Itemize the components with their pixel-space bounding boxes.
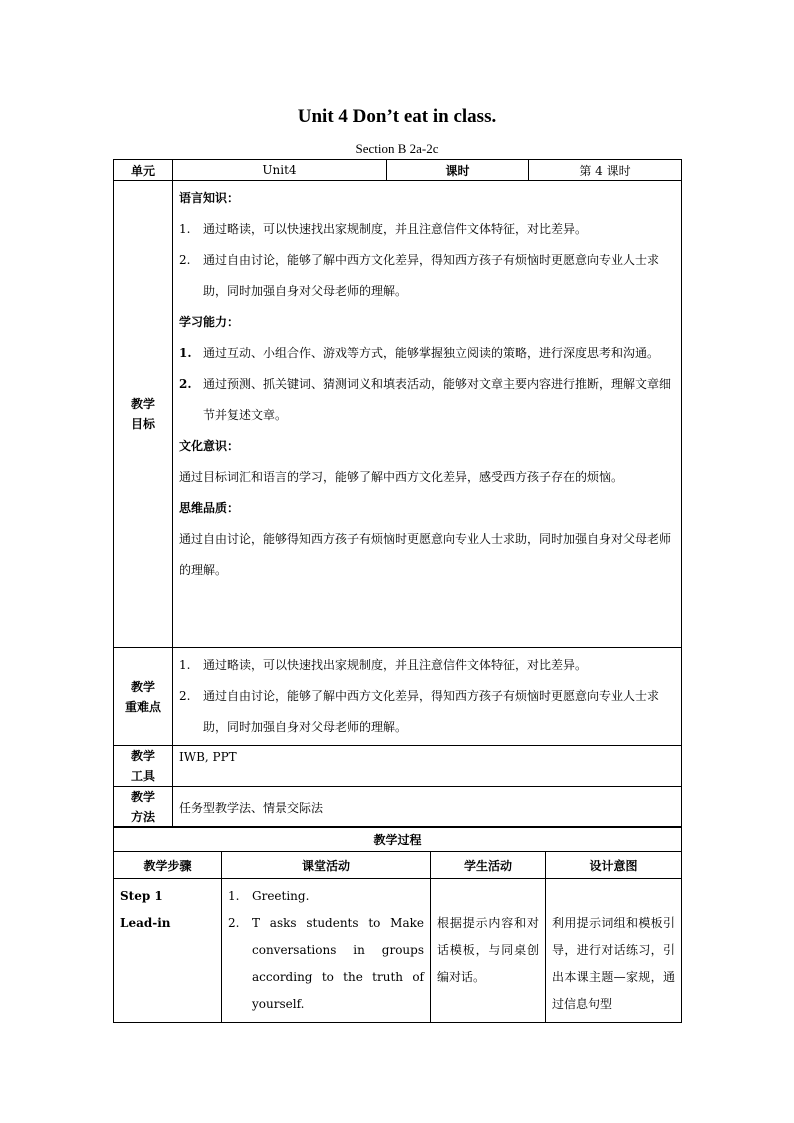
key-points-content bbox=[173, 648, 682, 746]
student-cell: 根据提示内容和对话模板，与同桌创编对话。 bbox=[431, 879, 546, 1023]
methods-label: 教学 方法 bbox=[114, 787, 173, 828]
column-header-intent: 设计意图 bbox=[546, 852, 682, 879]
lesson-info-table bbox=[113, 159, 682, 828]
list-item: 1. 通过略读，可以快速找出家规制度，并且注意信件文体特征，对比差异。 bbox=[179, 222, 588, 236]
column-header-student: 学生活动 bbox=[431, 852, 546, 879]
objectives-label bbox=[114, 181, 173, 648]
list-item: 1. Greeting. bbox=[228, 889, 310, 903]
unit-label: 单元 bbox=[114, 160, 173, 181]
tools-row bbox=[114, 746, 682, 787]
process-header-row bbox=[114, 852, 682, 879]
step-cell: Step 1 Lead-in bbox=[114, 879, 222, 1023]
process-title: 教学过程 bbox=[114, 827, 682, 852]
culture-text: 通过目标词汇和语言的学习，能够了解中西方文化差异，感受西方孩子存在的烦恼。 bbox=[179, 470, 624, 484]
ability-title: 学习能力： bbox=[179, 315, 240, 329]
list-item: 2. 通过自由讨论，能够了解中西方文化差异，得知西方孩子有烦恼时更愿意向专业人士求助，同时加强自身对父母老师的理解。 bbox=[179, 253, 660, 298]
objectives-label-line1: 教学 bbox=[130, 397, 155, 411]
tools-label: 教学 工具 bbox=[114, 746, 173, 787]
thinking-title: 思维品质： bbox=[179, 501, 240, 515]
period-value: 第 4 课时 bbox=[529, 160, 682, 181]
list-item: 1. 通过互动、小组合作、游戏等方式，能够掌握独立阅读的策略，进行深度思考和沟通。 bbox=[179, 346, 660, 360]
thinking-text: 通过自由讨论，能够得知西方孩子有烦恼时更愿意向专业人士求助，同时加强自身对父母老师的理解。 bbox=[179, 532, 672, 577]
list-item: 1. 通过略读，可以快速找出家规制度，并且注意信件文体特征，对比差异。 bbox=[179, 658, 588, 672]
list-item: 2. 通过预测、抓关键词、猜测词义和填表活动，能够对文章主要内容进行推断，理解文章细节并复述文章。 bbox=[179, 377, 672, 422]
language-title: 语言知识： bbox=[179, 191, 240, 205]
page-title: Unit 4 Don’t eat in class. bbox=[297, 106, 497, 127]
column-header-step: 教学步骤 bbox=[114, 852, 222, 879]
activity-cell bbox=[222, 879, 431, 1023]
page-subtitle: Section B 2a-2c bbox=[355, 141, 439, 156]
methods-row bbox=[114, 787, 682, 828]
process-table bbox=[113, 826, 682, 1023]
key-points-label: 教学 重难点 bbox=[114, 648, 173, 746]
process-title-row bbox=[114, 827, 682, 852]
objectives-label-line2: 目标 bbox=[130, 417, 155, 431]
column-header-activity: 课堂活动 bbox=[222, 852, 431, 879]
culture-title: 文化意识： bbox=[179, 439, 240, 453]
list-item: 2. 通过自由讨论，能够了解中西方文化差异，得知西方孩子有烦恼时更愿意向专业人士求助，同时加强自身对父母老师的理解。 bbox=[179, 689, 660, 734]
period-label: 课时 bbox=[387, 160, 529, 181]
tools-value: IWB, PPT bbox=[173, 746, 682, 787]
list-item: 2. T asks students to Make conversations in groups according to the truth of yourself. bbox=[228, 916, 424, 1011]
objectives-row bbox=[114, 181, 682, 648]
intent-cell: 利用提示词组和模板引导，进行对话练习，引出本课主题—家规，通过信息句型 bbox=[546, 879, 682, 1023]
key-points-row bbox=[114, 648, 682, 746]
unit-value: Unit4 bbox=[173, 160, 387, 181]
table-row bbox=[114, 160, 682, 181]
methods-value: 任务型教学法、情景交际法 bbox=[173, 787, 682, 828]
table-row bbox=[114, 879, 682, 1023]
objectives-content bbox=[173, 181, 682, 648]
